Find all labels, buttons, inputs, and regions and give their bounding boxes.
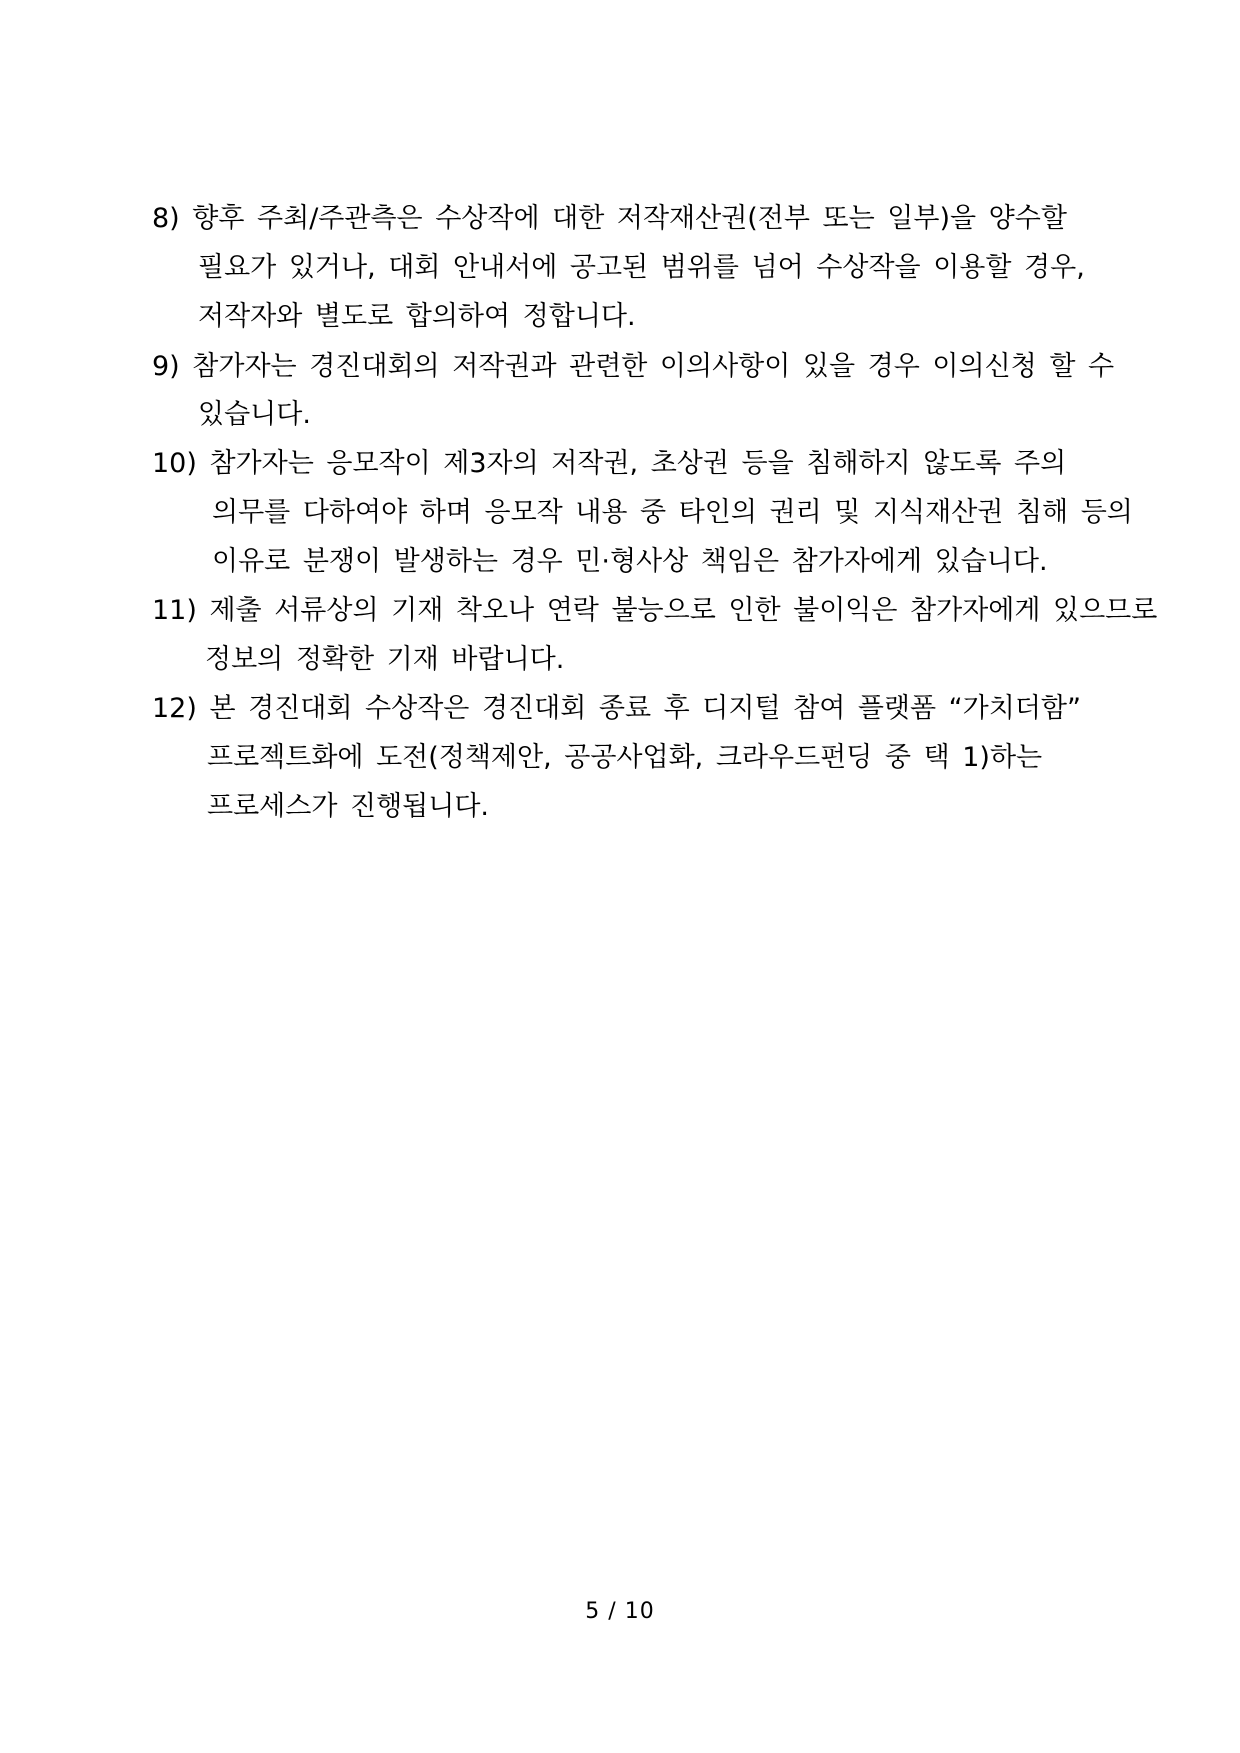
- item-10-line-3: 이유로 분쟁이 발생하는 경우 민·형사상 책임은 참가자에게 있습니다.: [212, 546, 1048, 577]
- item-10-line-1: 10) 참가자는 응모작이 제3자의 저작권, 초상권 등을 침해하지 않도록 주의: [152, 448, 1067, 479]
- item-9-line-2: 있습니다.: [198, 399, 311, 430]
- page-number: 5 / 10: [585, 1599, 655, 1624]
- item-12-line-2: 프로젝트화에 도전(정책제안, 공공사업화, 크라우드펀딩 중 택 1)하는: [207, 742, 1043, 773]
- item-11-line-1: 11) 제출 서류상의 기재 착오나 연락 불능으로 인한 불이익은 참가자에게 있으므로: [152, 595, 1158, 626]
- item-9-line-1: 9) 참가자는 경진대회의 저작권과 관련한 이의사항이 있을 경우 이의신청 할 수: [152, 351, 1115, 382]
- item-8-line-2: 필요가 있거나, 대회 안내서에 공고된 범위를 넘어 수상작을 이용할 경우,: [198, 252, 1085, 283]
- item-8-line-1: 8) 향후 주최/주관측은 수상작에 대한 저작재산권(전부 또는 일부)을 양수할: [152, 203, 1067, 234]
- item-8-line-3: 저작자와 별도로 합의하여 정합니다.: [198, 301, 636, 332]
- item-12-line-1: 12) 본 경진대회 수상작은 경진대회 종료 후 디지털 참여 플랫폼 “가치더함”: [152, 693, 1081, 724]
- item-10-line-2: 의무를 다하여야 하며 응모작 내용 중 타인의 권리 및 지식재산권 침해 등의: [212, 497, 1133, 528]
- item-11-line-2: 정보의 정확한 기재 바랍니다.: [205, 644, 565, 675]
- item-12-line-3: 프로세스가 진행됩니다.: [207, 791, 489, 822]
